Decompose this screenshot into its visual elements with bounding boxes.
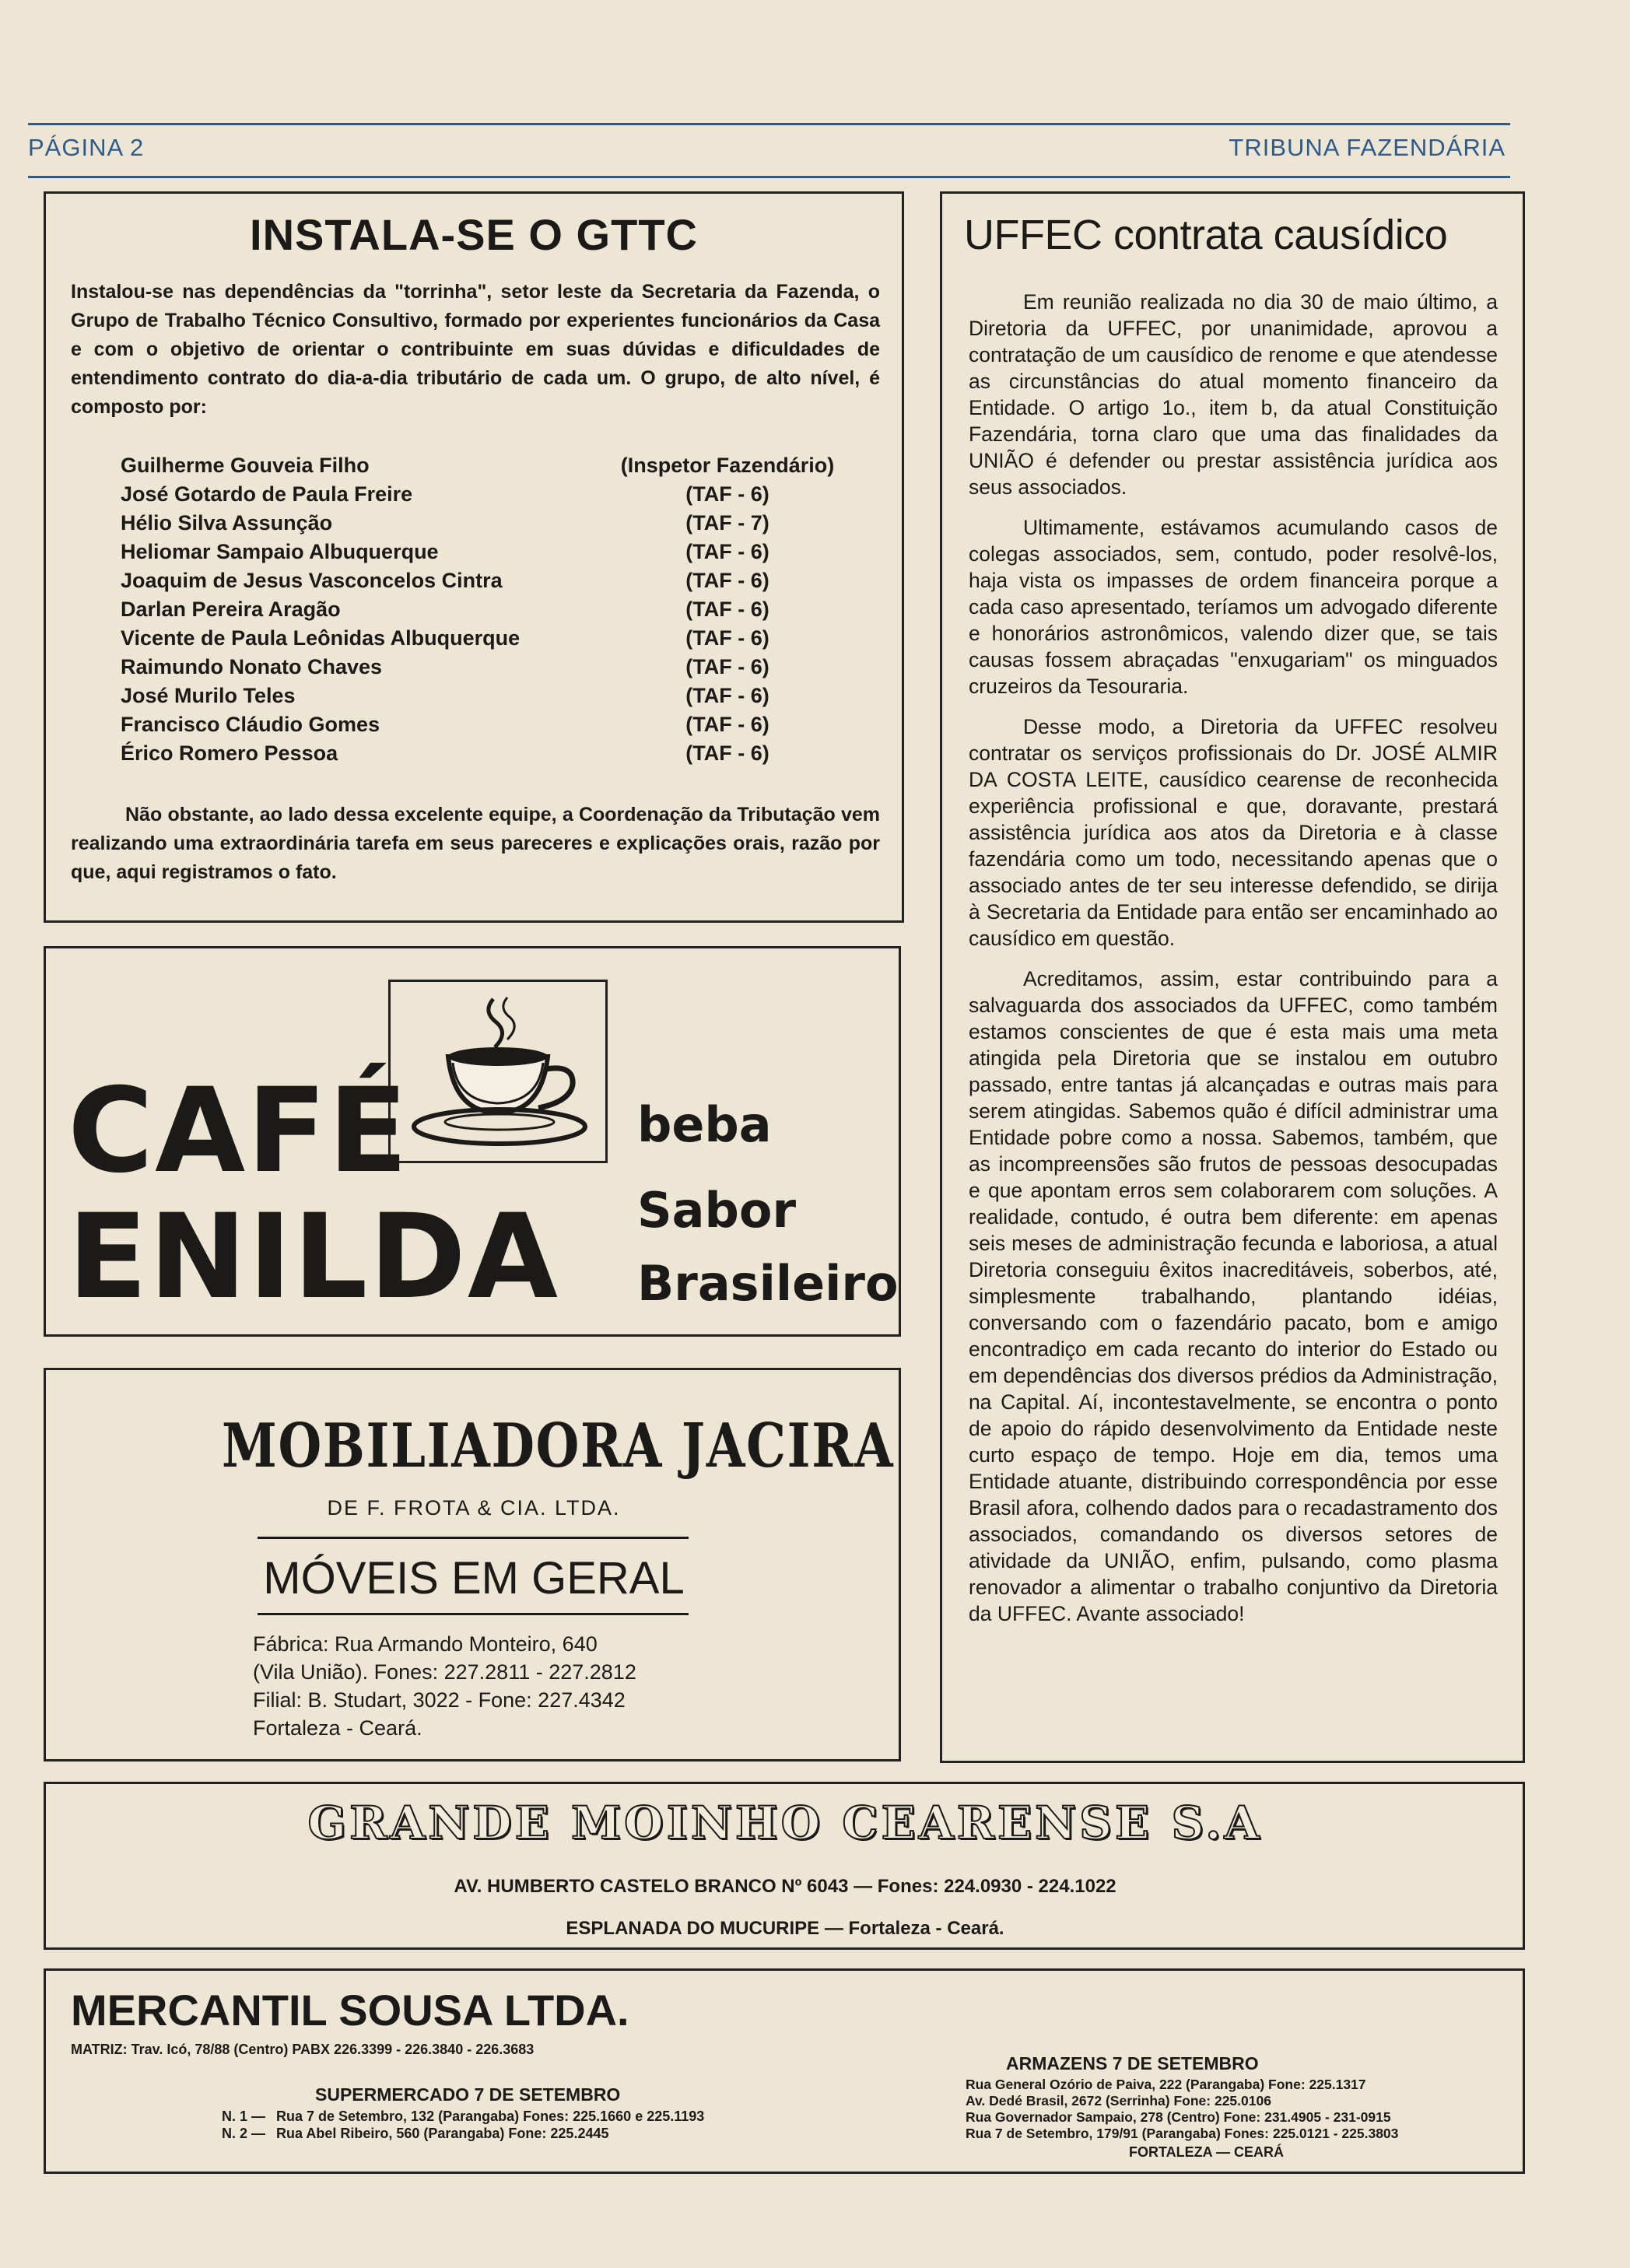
gttc-intro: Instalou-se nas dependências da "torrinha", setor leste da Secretaria da Fazenda, o Grupo de Trabalho Técnico Consultivo, formado por experientes funcionários da Casa e com o objetivo de orientar o contribuinte em suas dúvidas e dificuldades de entendimento contrato do dia-a-dia tributário de cada um. O grupo, de alto nível, é composto por: [71,281,880,418]
jacira-company: DE F. FROTA & CIA. LTDA. [327,1496,621,1520]
jacira-address-line: Filial: B. Studart, 3022 - Fone: 227.4342 [253,1688,626,1712]
jacira-address-line: Fábrica: Rua Armando Monteiro, 640 [253,1632,598,1656]
armazens-title: ARMAZENS 7 DE SETEMBRO [1006,2053,1259,2073]
jacira-name: MOBILIADORA JACIRA [222,1411,895,1481]
gttc-member-row [121,653,868,682]
uffec-paragraph: Acreditamos, assim, estar contribuindo para a salvaguarda dos associados da UFFEC, como também estamos conscientes de que é esta mais uma meta atingida pela Diretoria que se instalou em outubro passado, entre tantas já alcançadas e outras mais para serem atingidas. Sabemos quão é difícil administrar uma Entidade pobre como a nossa. Sabemos, também, que as incompreensões são frutos de pessoas desocupadas e que apontam erros sem colaborarem com soluções. A realidade, contudo, é outra bem diferente: em apenas seis meses de administração fecunda e laboriosa, a atual Diretoria conseguiu êxitos inacreditáveis, soberbos, até, simplesmente trabalhando, plantando idéias, conversando com o fazendário pacato, bom e amigo encontradiço em cada recanto do interior do Estado ou em dependências dos diversos prédios da Administração, na Capital. Aí, incontestavelmente, se encontra o ponto de apoio do rápido desenvolvimento da Entidade neste curto espaço de tempo. Hoje em dia, temos uma Entidade atuante, distribuindo correspondência por esse Brasil afora, colhendo dados para o recadastramento dos associados, comandando os diversos setores de atividade da UNIÃO, enfim, pulsando, como plasma renovador a alimentar o trabalho conjuntivo da Diretoria da UFFEC. Avante associado! [969,967,1498,1625]
gttc-member-row [121,480,868,509]
supermercado-address: Rua 7 de Setembro, 132 (Parangaba) Fones: 225.1660 e 225.1193 [276,2109,705,2124]
supermercado-number: N. 2 — [222,2126,266,2141]
supermercado-title: SUPERMERCADO 7 DE SETEMBRO [315,2084,621,2105]
mobiliadora-jacira-ad [44,1368,901,1761]
uffec-title: UFFEC contrata causídico [964,212,1448,258]
armazens-item: Rua 7 de Setembro, 179/91 (Parangaba) Fones: 225.0121 - 225.3803 [966,2126,1399,2141]
jacira-divider-top [258,1537,689,1539]
member-name: Raimundo Nonato Chaves [121,655,383,678]
supermercado-item [222,2125,813,2142]
armazens-item: Rua Governador Sampaio, 278 (Centro) Fone: 231.4905 - 231-0915 [966,2109,1391,2125]
member-role: (TAF - 6) [685,655,769,678]
jacira-address-line: Fortaleza - Ceará. [253,1716,422,1740]
gttc-member-row [121,624,868,653]
slogan-beba: beba [637,1096,772,1153]
moinho-address-2: ESPLANADA DO MUCURIPE — Fortaleza - Ceará. [566,1918,1004,1939]
member-name: Guilherme Gouveia Filho [121,454,370,477]
member-name: Darlan Pereira Aragão [121,598,341,621]
uffec-body [969,289,1498,1641]
member-name: José Murilo Teles [121,684,296,707]
member-name: Francisco Cláudio Gomes [121,713,380,736]
member-role: (TAF - 6) [685,482,769,506]
gttc-article [44,191,904,923]
coffee-cup-logo [388,980,608,1163]
supermercado-item [222,2108,813,2125]
uffec-paragraph: Em reunião realizada no dia 30 de maio último, a Diretoria da UFFEC, por unanimidade, aprovou a contratação de um causídico de renome e que atendesse as circunstâncias do atual momento financeiro da Entidade. O artigo 1o., item b, da atual Constituição Fazendária, torna claro que uma das finalidades da UNIÃO é defender ou prestar assistência jurídica aos seus associados. [969,290,1498,499]
gttc-member-row [121,595,868,624]
gttc-title: INSTALA-SE O GTTC [250,210,698,259]
publication-name: TRIBUNA FAZENDÁRIA [1229,134,1506,161]
member-name: Érico Romero Pessoa [121,741,338,765]
grande-moinho-ad [44,1782,1525,1950]
mercantil-matriz: MATRIZ: Trav. Icó, 78/88 (Centro) PABX 226.3399 - 226.3840 - 226.3683 [71,2042,535,2057]
uffec-paragraph: Desse modo, a Diretoria da UFFEC resolveu contratar os serviços profissionais do Dr. JOSÉ ALMIR DA COSTA LEITE, causídico cearense de reconhecida experiência profissional e que, doravante, prestará assistência jurídica aos atos da Diretoria e à classe fazendária como um todo, necessitando apenas que o associado antes de ter seu interesse defendido, se dirija à Secretaria da Entidade para então ser encaminhado ao causídico em questão. [969,715,1498,950]
jacira-address-line: (Vila União). Fones: 227.2811 - 227.2812 [253,1660,636,1684]
member-role: (TAF - 6) [685,741,769,765]
armazens-item: Av. Dedé Brasil, 2672 (Serrinha) Fone: 225.0106 [966,2093,1271,2109]
enilda-word: ENILDA [68,1190,559,1325]
gttc-member-row [121,710,868,739]
member-role: (TAF - 6) [685,684,769,707]
uffec-paragraph: Ultimamente, estávamos acumulando casos de colegas associados, sem, contudo, poder resolvê-los, haja vista os impasses de ordem financeira porque a cada caso apresentado, teríamos um advogado diferente e honorários astronômicos, valendo dizer que, se tais causas fossem abraçadas "enxugariam" os minguados cruzeiros da Tesouraria. [969,516,1498,698]
uffec-article [940,191,1525,1763]
gttc-closing: Não obstante, ao lado dessa excelente equipe, a Coordenação da Tributação vem realizando uma extraordinária tarefa em seus pareceres e explicações orais, razão por que, aqui registramos o fato. [71,804,880,883]
gttc-member-row [121,451,868,480]
cafe-enilda-ad [44,946,901,1337]
slogan-brasileiro: Brasileiro [637,1255,899,1312]
armazens-item: Rua General Ozório de Paiva, 222 (Parangaba) Fone: 225.1317 [966,2077,1366,2092]
jacira-address [253,1630,636,1742]
member-name: Vicente de Paula Leônidas Albuquerque [121,626,521,650]
member-name: Joaquim de Jesus Vasconcelos Cintra [121,569,503,592]
slogan-sabor: Sabor [637,1182,797,1239]
member-role: (TAF - 6) [685,569,769,592]
moinho-address-1: AV. HUMBERTO CASTELO BRANCO Nº 6043 — Fones: 224.0930 - 224.1022 [454,1876,1116,1897]
jacira-divider-bottom [258,1613,689,1615]
cafe-word: CAFÉ [68,1064,410,1199]
jacira-tagline: MÓVEIS EM GERAL [263,1553,685,1604]
gttc-member-list [121,451,868,768]
gttc-member-row [121,566,868,595]
member-role: (TAF - 7) [685,511,769,535]
page-number: PÁGINA 2 [28,134,145,161]
armazens-city: FORTALEZA — CEARÁ [1129,2144,1284,2160]
header-top-rule [28,123,1510,125]
member-name: José Gotardo de Paula Freire [121,482,413,506]
member-role: (TAF - 6) [685,626,769,650]
armazens-list [966,2077,1510,2142]
supermercado-list [222,2108,813,2142]
moinho-name: GRANDE MOINHO CEARENSE S.A [307,1797,1263,1849]
member-name: Hélio Silva Assunção [121,511,333,535]
member-role: (TAF - 6) [685,598,769,621]
member-name: Heliomar Sampaio Albuquerque [121,540,439,563]
gttc-member-row [121,538,868,566]
supermercado-address: Rua Abel Ribeiro, 560 (Parangaba) Fone: 225.2445 [276,2126,609,2141]
coffee-cup-icon [391,982,605,1161]
gttc-member-row [121,739,868,768]
gttc-member-row [121,509,868,538]
member-role: (TAF - 6) [685,713,769,736]
member-role: (Inspetor Fazendário) [620,454,835,477]
mercantil-name: MERCANTIL SOUSA LTDA. [71,1986,629,2035]
mercantil-sousa-ad [44,1968,1525,2174]
supermercado-number: N. 1 — [222,2109,266,2124]
gttc-member-row [121,682,868,710]
member-role: (TAF - 6) [685,540,769,563]
header-bottom-rule [28,176,1510,178]
